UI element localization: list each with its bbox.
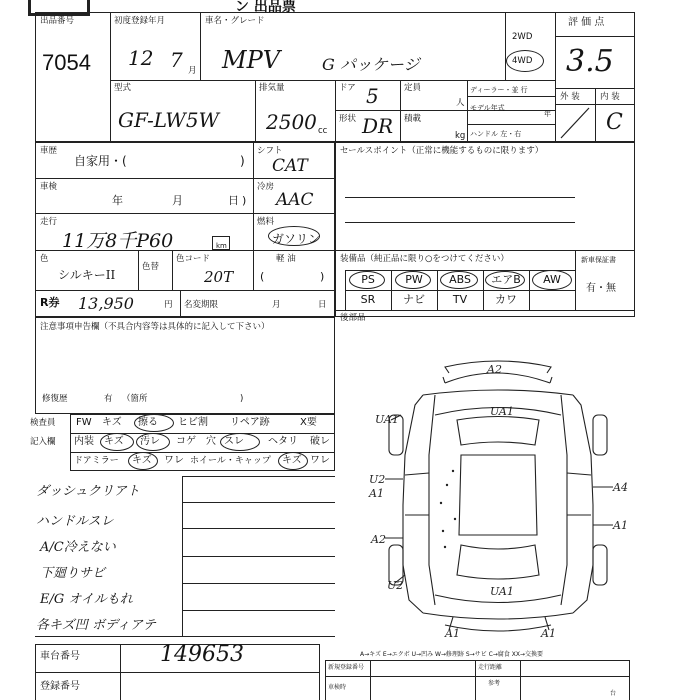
color-change-label: 色替 <box>142 262 160 272</box>
mark-left-rear-a2: A2 <box>371 533 386 546</box>
first-reg-label: 初度登録年月 <box>114 16 166 26</box>
capacity-label: 定員 <box>404 83 422 93</box>
equip-aw-circle <box>532 270 572 290</box>
note-2: ハンドルスレ <box>36 514 114 529</box>
yen-unit: 円 <box>164 300 173 310</box>
repair-have: 有 <box>104 394 113 404</box>
score: 3.5 <box>566 44 614 79</box>
year-suffix: 年 <box>544 110 551 118</box>
check-repair: リペア跡 <box>230 417 270 428</box>
color-label: 色 <box>40 254 49 264</box>
person-suffix: 人 <box>456 98 465 108</box>
mirror-ware: ワレ <box>164 455 184 466</box>
notice-label: 注意事項申告欄（不具合内容等は具体的に記入して下さい） <box>40 322 270 332</box>
equip-aw: AW <box>543 273 561 286</box>
check-x: X要 <box>300 417 317 428</box>
int-kizu: キズ <box>104 436 124 447</box>
inspection-close: ) <box>242 194 247 207</box>
km-box <box>212 236 230 250</box>
equip-airbag-circle <box>485 271 525 289</box>
wheel-kizu: キズ <box>282 455 302 466</box>
check-sure-circle <box>134 414 174 432</box>
note-3: A/C冷えない <box>40 540 116 555</box>
mark-rear-ua1: UA1 <box>490 585 514 598</box>
equip-sr: SR <box>360 293 376 306</box>
interior-label: 内 装 <box>600 92 620 102</box>
wheel-label: ホイール・キャップ <box>190 456 271 466</box>
new-cert-label: 新車保証書 <box>581 256 616 264</box>
int-yogore-circle <box>136 433 170 451</box>
color-code-label: 色コード <box>176 254 211 264</box>
check-kizu: キズ <box>102 417 122 428</box>
shift-label: シフト <box>257 146 283 156</box>
int-kizu-circle <box>100 433 134 451</box>
record-label: 記入欄 <box>30 437 56 447</box>
repair-label: 修復歴 <box>42 394 68 404</box>
int-koge: コゲ <box>176 436 196 447</box>
equip-ps-circle <box>349 271 385 289</box>
equip-abs-circle <box>440 271 478 289</box>
reg-year: 12 <box>128 46 154 70</box>
door-label: ドア <box>339 83 356 93</box>
chassis-label: 車台番号 <box>40 651 80 662</box>
new-cert-value: 有・無 <box>586 283 616 294</box>
footer-small-5: 台 <box>610 690 617 697</box>
repair-location: （箇所 <box>122 394 148 404</box>
reg-no-label: 登録番号 <box>40 681 80 692</box>
mark-left-u2: U2 <box>369 473 386 486</box>
grade: G パッケージ <box>322 55 420 74</box>
note-4: 下廻りサビ <box>40 566 106 581</box>
handle-label: ハンドル 左・右 <box>470 130 522 138</box>
note-1: ダッシュクリアト <box>36 484 140 499</box>
inspection-day: 日 <box>228 194 239 207</box>
footer-small-2: 車検時 <box>328 684 347 691</box>
name-change-day: 日 <box>318 300 327 310</box>
footer-small-4: 走行距離 <box>478 664 503 671</box>
int-yabure: 破レ <box>310 436 330 447</box>
reg-month: 7 <box>170 48 183 72</box>
drive-2wd: 2WD <box>512 32 533 42</box>
km-unit: km <box>216 242 227 250</box>
wheel-kizu-circle <box>278 452 308 470</box>
fuel-circle <box>268 226 320 246</box>
eval-label: 評 価 点 <box>568 17 605 28</box>
ac-label: 冷房 <box>257 182 275 192</box>
mark-left-rear-u2: U2 <box>387 579 404 592</box>
footer-small-3: 参考 <box>488 680 501 687</box>
equip-leather: カワ <box>495 293 517 306</box>
interior-row-label: 内装 <box>74 436 94 447</box>
load-label: 積載 <box>404 114 422 124</box>
equip-navi: ナビ <box>403 293 425 306</box>
inspector-label: 検査員 <box>30 418 56 428</box>
mark-rear-right-a1: A1 <box>541 627 556 640</box>
ac: AAC <box>276 190 314 210</box>
int-ana: 穴 <box>206 436 216 447</box>
shift: CAT <box>272 156 308 176</box>
fuel: ガソリン <box>272 232 321 246</box>
equip-pw-circle <box>395 271 431 289</box>
fuel-label: 燃料 <box>257 217 275 227</box>
mark-front-a2: A2 <box>487 363 502 376</box>
check-hibi: ヒビ割 <box>178 417 208 428</box>
model-name: MPV <box>222 46 281 74</box>
int-hetari: ヘタリ <box>268 436 298 447</box>
light-oil-label: 軽 油 <box>276 254 296 264</box>
equip-abs: ABS <box>449 273 471 286</box>
mark-left-front-ua1: UA1 <box>375 413 399 426</box>
check-fw: FW <box>76 417 92 428</box>
usage-label: 車歴 <box>40 146 58 156</box>
stock-no-label: 出品番号 <box>40 16 75 26</box>
displacement: 2500 <box>266 110 317 134</box>
displacement-label: 排気量 <box>259 83 285 93</box>
stock-no: 7054 <box>42 50 91 75</box>
exterior-strike <box>555 104 595 142</box>
damage-legend: A→キズ E→エクボ U→凹み W→修理跡 S→サビ C→腐食 XX→交換要 <box>360 651 543 658</box>
int-sure-circle <box>220 433 260 451</box>
equip-tv: TV <box>452 293 468 306</box>
model-label: 車名・グレード <box>205 16 265 26</box>
equip-airbag: エアB <box>491 273 521 286</box>
body-label: 形状 <box>339 114 357 124</box>
mark-right-a1: A1 <box>613 519 628 532</box>
mileage: 11万8千P60 <box>62 230 174 252</box>
note-6: 各キズ凹 ボディアテ <box>36 618 156 633</box>
note-5: E/G オイルもれ <box>40 592 133 607</box>
type-code: GF-LW5W <box>118 108 220 132</box>
inspection-year: 年 <box>112 194 123 207</box>
dealer-label: ディーラー・並 行 <box>470 86 528 94</box>
wheel-ware: ワレ <box>310 455 330 466</box>
recycle-value: 13,950 <box>78 294 134 313</box>
light-oil-close: ) <box>320 270 325 283</box>
color-code: 20T <box>204 268 234 286</box>
name-change-month: 月 <box>272 300 281 310</box>
month-suffix: 月 <box>188 66 197 76</box>
usage-close: ) <box>240 154 245 168</box>
color: シルキーII <box>58 268 116 282</box>
mark-left-a1: A1 <box>369 487 384 500</box>
car-diagram <box>345 355 645 645</box>
inspection-month: 月 <box>172 194 183 207</box>
mirror-row-label: ドアミラー <box>74 456 119 466</box>
equip-pw: PW <box>405 273 423 286</box>
mark-rear-left-a1: A1 <box>445 627 460 640</box>
doors: 5 <box>366 84 379 108</box>
drive-4wd: 4WD <box>512 56 533 66</box>
sales-point-label: セールスポイント（正常に機能するものに限ります） <box>340 146 544 156</box>
body: DR <box>362 114 394 138</box>
name-change-label: 名変期限 <box>184 300 219 310</box>
usage: 自家用・( <box>74 154 127 168</box>
cc-unit: cc <box>318 126 328 136</box>
drive-4wd-circle <box>506 50 544 72</box>
chassis-no: 149653 <box>160 642 244 667</box>
check-sure: 擦る <box>138 417 158 428</box>
interior-grade: C <box>606 110 623 135</box>
mark-right-a4: A4 <box>613 481 628 494</box>
footer-small-1: 新規登録番号 <box>328 664 365 671</box>
equip-ps: PS <box>361 273 375 286</box>
recycle-label: R券 <box>40 296 60 309</box>
equipment-label: 装備品（純正品に限り○をつけてください） <box>340 254 509 264</box>
type-label: 型式 <box>114 83 132 93</box>
model-year-label: モデル年式 <box>470 104 505 112</box>
inspection-label: 車検 <box>40 182 58 192</box>
mirror-kizu: キズ <box>132 455 152 466</box>
exterior-label: 外 装 <box>560 92 580 102</box>
repair-close: ) <box>240 394 244 404</box>
int-yogore: 汚レ <box>140 436 160 447</box>
light-oil-open: ( <box>260 270 265 283</box>
kg-unit: kg <box>455 131 466 141</box>
int-sure: スレ <box>224 436 244 447</box>
mirror-kizu-circle <box>128 452 158 470</box>
parts-label: 後部品 <box>340 313 366 323</box>
mark-hood-ua1: UA1 <box>490 405 514 418</box>
header-title-fragment: ン 出品票 <box>235 0 296 15</box>
mileage-label: 走行 <box>40 217 58 227</box>
